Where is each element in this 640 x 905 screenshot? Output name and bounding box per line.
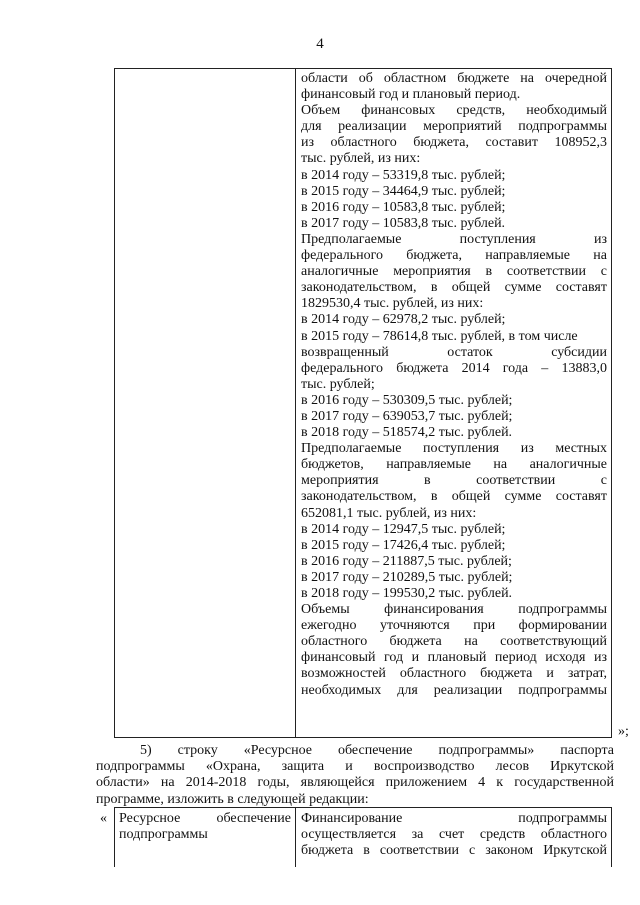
page-number: 4 [316,36,324,52]
text-line: осуществляется за счет средств областного [301,827,607,843]
opening-quote: « [100,811,107,826]
funding-text-cell [301,71,607,699]
text-line: в 2017 году – 210289,5 тыс. рублей; [301,569,513,585]
text-line: 652081,1 тыс. рублей, из них: [301,505,477,521]
row-heading-cell [119,811,291,843]
text-line: в 2017 году – 639053,7 тыс. рублей; [301,408,513,424]
text-line: Объемы финансирования подпрограммы [301,602,607,618]
paragraph-line: подпрограммы «Охрана, защита и воспроизводство лесов Иркутской [96,759,614,775]
text-line: ежегодно уточняются при формировании [301,618,607,634]
text-line: возвращенный остаток субсидии [301,344,607,360]
text-line: в 2014 году – 12947,5 тыс. рублей; [301,521,506,537]
text-line: подпрограммы [119,827,208,843]
column-divider [295,808,296,867]
text-line: в 2016 году – 10583,8 тыс. рублей; [301,199,506,215]
column-divider [295,69,296,737]
text-line: возможностей областного бюджета и затрат, [301,666,607,682]
text-line: в 2017 году – 10583,8 тыс. рублей. [301,215,506,231]
text-line: в 2015 году – 17426,4 тыс. рублей; [301,537,506,553]
text-line: бюджетов, направляемые на аналогичные [301,457,607,473]
text-line: областного бюджета на соответствующий [301,634,607,650]
text-line: тыс. рублей; [301,376,375,392]
text-line: аналогичные мероприятия в соответствии с [301,264,607,280]
text-line: Ресурсное обеспечение [119,811,291,826]
text-line: в 2015 году – 34464,9 тыс. рублей; [301,183,506,199]
text-line: в 2016 году – 530309,5 тыс. рублей; [301,392,513,408]
text-line: Объем финансовых средств, необходимый [301,103,607,119]
text-line: необходимых для реализации подпрограммы [301,682,607,698]
text-line: мероприятия в соответствии с [301,473,607,489]
text-line: в 2018 году – 199530,2 тыс. рублей. [301,586,513,601]
text-line: бюджета в соответствии с законом Иркутской [301,843,607,859]
resource-table-continued [114,68,612,738]
financing-text-cell [301,811,607,859]
paragraph-line: 5) строку «Ресурсное обеспечение подпрограммы» паспорта [140,743,614,758]
closing-quote: »; [618,724,629,739]
text-line: финансовый год и плановый период. [301,87,521,103]
paragraph-line: программе, изложить в следующей редакции: [96,791,369,807]
text-line: в 2016 году – 211887,5 тыс. рублей; [301,553,512,569]
text-line: области об областном бюджете на очередной [301,71,607,86]
resource-table-new [114,807,612,867]
text-line: Предполагаемые поступления из [301,231,607,247]
text-line: в 2015 году – 78614,8 тыс. рублей, в том числе [301,328,578,344]
text-line: в 2014 году – 62978,2 тыс. рублей; [301,312,506,328]
amendment-paragraph [96,743,614,808]
text-line: законодательством, в общей сумме составят [301,489,607,505]
text-line: Предполагаемые поступления из местных [301,441,607,457]
text-line: в 2018 году – 518574,2 тыс. рублей. [301,425,513,441]
text-line: в 2014 году – 53319,8 тыс. рублей; [301,167,506,183]
text-line: федерального бюджета, направляемые на [301,248,607,264]
text-line: тыс. рублей, из них: [301,151,421,167]
paragraph-line: области» на 2014-2018 годы, являющейся приложением 4 к государственной [96,775,614,791]
text-line: 1829530,4 тыс. рублей, из них: [301,296,484,312]
text-line: законодательством, в общей сумме составят [301,280,607,296]
text-line: федерального бюджета 2014 года – 13883,0 [301,360,607,376]
text-line: из областного бюджета, составит 108952,3 [301,135,607,151]
text-line: финансовый год и плановый период исходя из [301,650,607,666]
text-line: Финансирование подпрограммы [301,811,607,826]
text-line: для реализации мероприятий подпрограммы [301,119,607,135]
